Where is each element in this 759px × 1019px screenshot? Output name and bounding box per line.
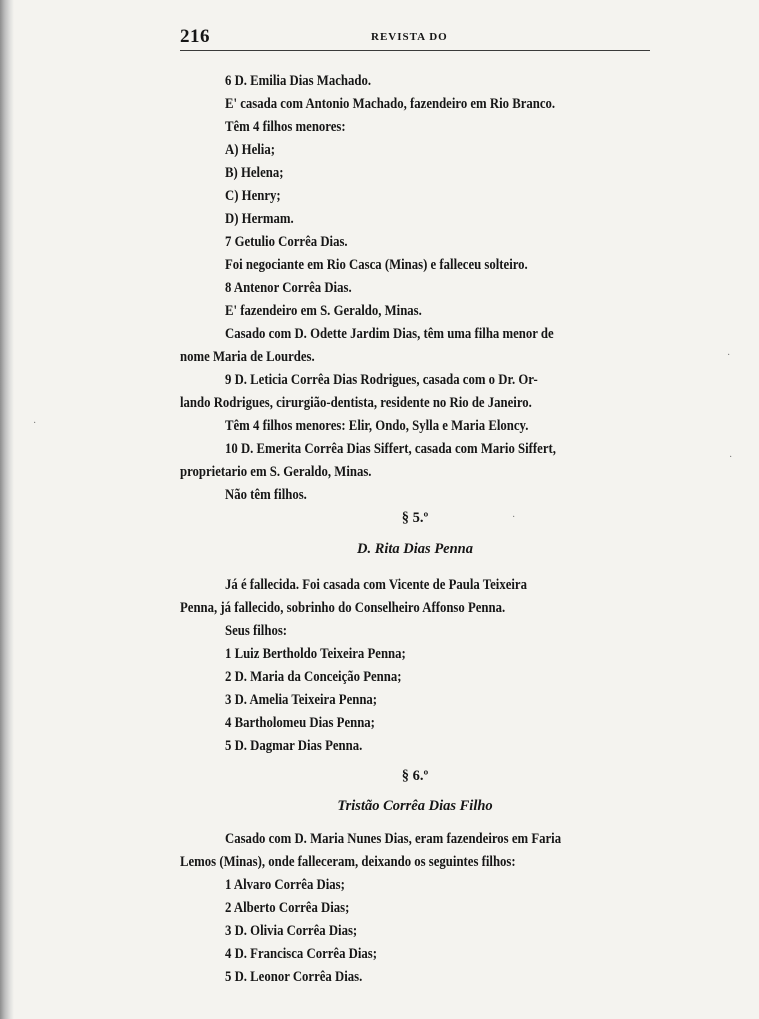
- text-line: 5 D. Leonor Corrêa Dias.: [225, 969, 363, 985]
- text-line: 2 D. Maria da Conceição Penna;: [225, 669, 402, 685]
- section-number: § 5.º: [401, 510, 429, 526]
- text-line: A) Helia;: [225, 142, 275, 158]
- text-line: 6 D. Emilia Dias Machado.: [225, 73, 372, 89]
- section-number: § 6.º: [401, 768, 429, 784]
- text-line: Foi negociante em Rio Casca (Minas) e falleceu solteiro.: [225, 257, 528, 273]
- text-line: Penna, já fallecido, sobrinho do Conselheiro Affonso Penna.: [180, 600, 506, 616]
- page-header: [0, 0, 759, 60]
- text-line: E' casada com Antonio Machado, fazendeiro em Rio Branco.: [225, 96, 556, 112]
- text-line: 5 D. Dagmar Dias Penna.: [225, 738, 363, 754]
- text-line: C) Henry;: [225, 188, 281, 204]
- scan-speck: ·: [729, 452, 733, 463]
- text-line: proprietario em S. Geraldo, Minas.: [180, 464, 372, 480]
- scan-speck: ·: [727, 350, 731, 361]
- text-line: 7 Getulio Corrêa Dias.: [225, 234, 348, 250]
- text-line: lando Rodrigues, cirurgião-dentista, residente no Rio de Janeiro.: [180, 395, 532, 411]
- text-line: 10 D. Emerita Corrêa Dias Siffert, casada com Mario Siffert,: [225, 441, 556, 457]
- text-line: 1 Alvaro Corrêa Dias;: [225, 877, 345, 893]
- page-number: 216: [180, 26, 210, 47]
- text-line: nome Maria de Lourdes.: [180, 349, 315, 365]
- scan-speck: ·: [512, 512, 516, 523]
- section-title: Tristão Corrêa Dias Filho: [337, 798, 493, 814]
- scan-speck: ·: [33, 418, 37, 429]
- text-line: E' fazendeiro em S. Geraldo, Minas.: [225, 303, 422, 319]
- text-line: B) Helena;: [225, 165, 284, 181]
- text-line: 3 D. Amelia Teixeira Penna;: [225, 692, 378, 708]
- text-line: Têm 4 filhos menores: Elir, Ondo, Sylla e Maria Eloncy.: [225, 418, 529, 434]
- text-line: Lemos (Minas), onde falleceram, deixando os seguintes filhos:: [180, 854, 516, 870]
- text-line: 2 Alberto Corrêa Dias;: [225, 900, 350, 916]
- running-head: REVISTA DO: [371, 31, 448, 43]
- book-spine-shadow: [0, 0, 14, 1019]
- section-title: D. Rita Dias Penna: [356, 541, 473, 557]
- header-rule: [180, 50, 650, 51]
- text-line: 9 D. Leticia Corrêa Dias Rodrigues, casada com o Dr. Or-: [225, 372, 538, 388]
- text-line: 8 Antenor Corrêa Dias.: [225, 280, 352, 296]
- text-line: Casado com D. Maria Nunes Dias, eram fazendeiros em Faria: [225, 831, 562, 847]
- text-line: Já é fallecida. Foi casada com Vicente de Paula Teixeira: [225, 577, 527, 593]
- text-line: Têm 4 filhos menores:: [225, 119, 346, 135]
- text-line: 4 Bartholomeu Dias Penna;: [225, 715, 375, 731]
- text-line: D) Hermam.: [225, 211, 294, 227]
- text-line: 1 Luiz Bertholdo Teixeira Penna;: [225, 646, 406, 662]
- text-line: Seus filhos:: [225, 623, 288, 639]
- text-line: 3 D. Olivia Corrêa Dias;: [225, 923, 358, 939]
- text-line: 4 D. Francisca Corrêa Dias;: [225, 946, 378, 962]
- text-line: Casado com D. Odette Jardim Dias, têm uma filha menor de: [225, 326, 554, 342]
- text-line: Não têm filhos.: [225, 487, 307, 503]
